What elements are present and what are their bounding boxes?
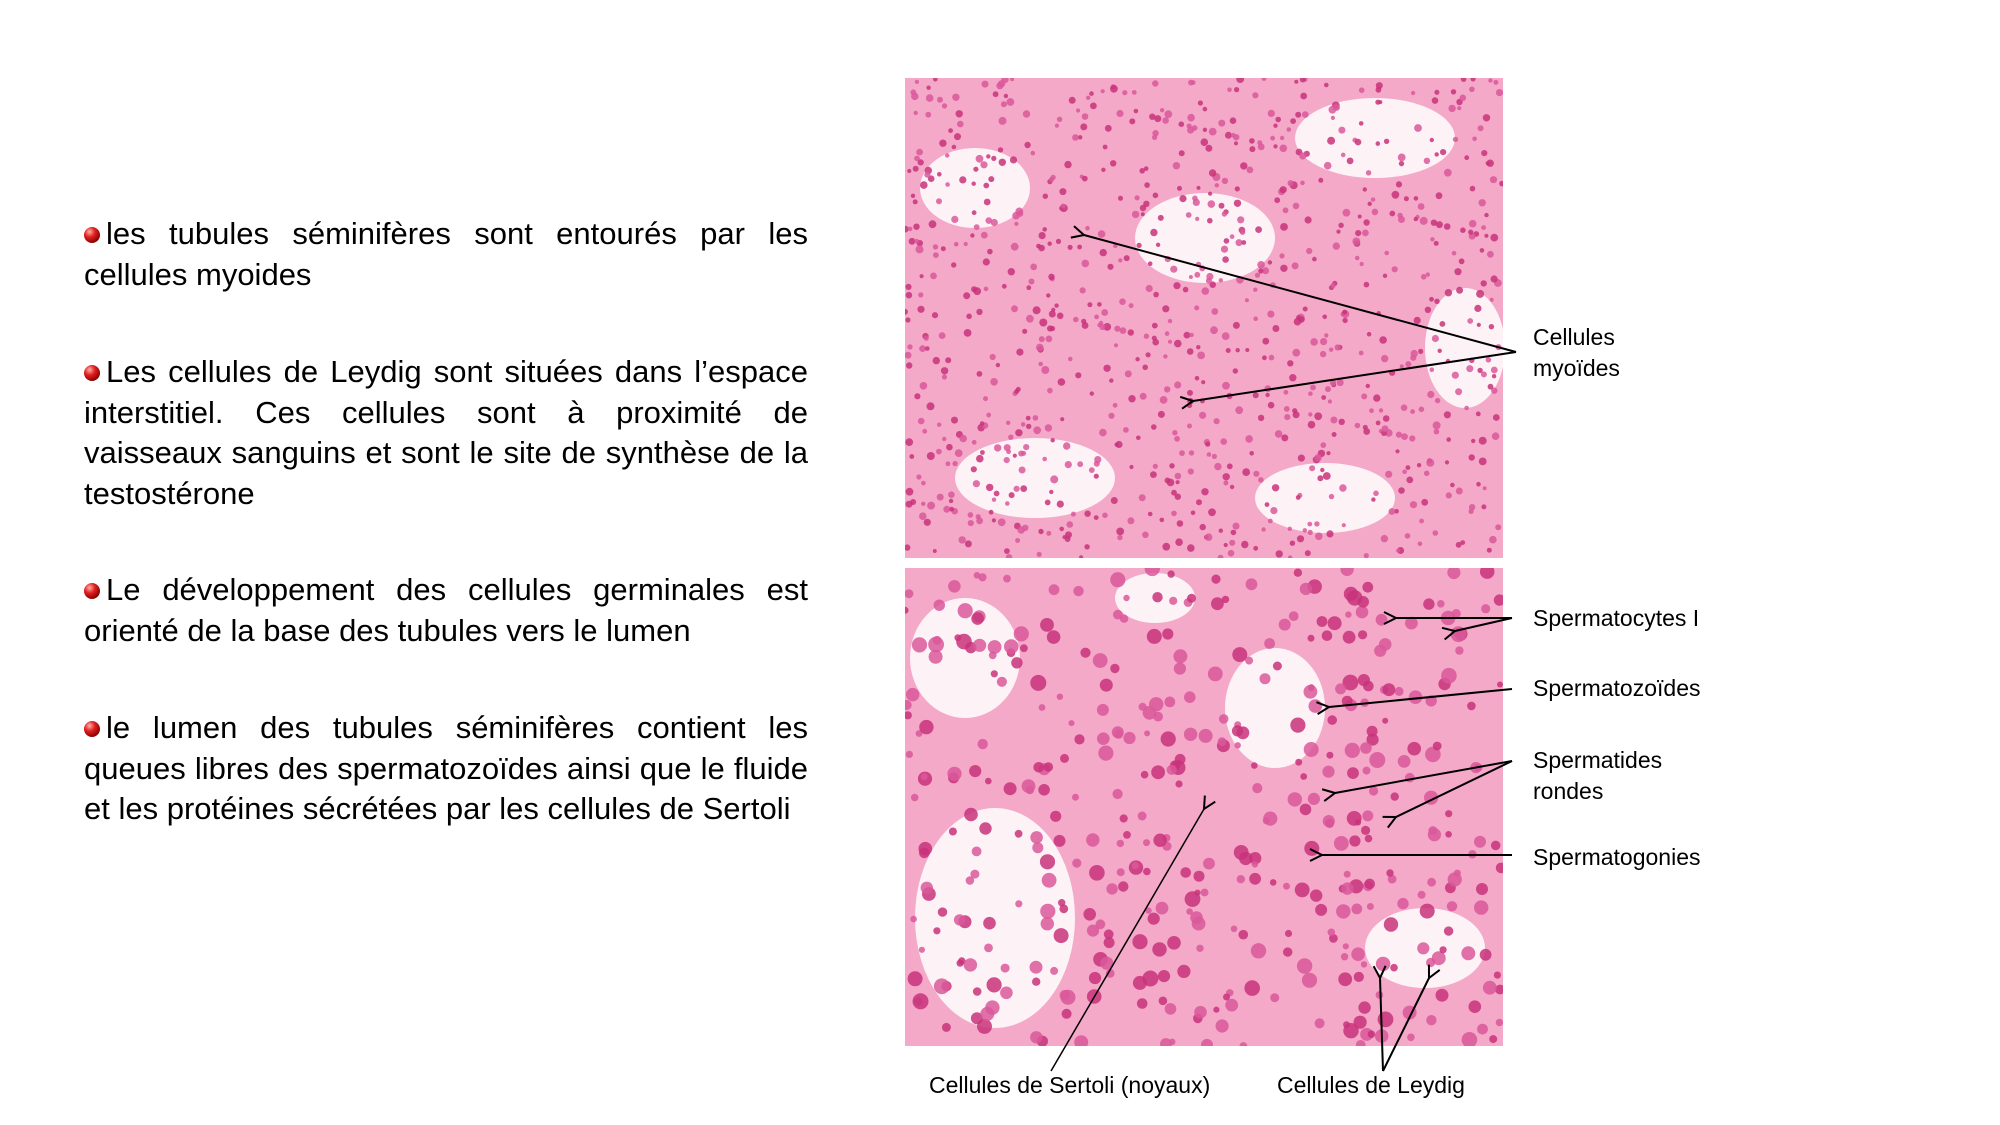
label-leydig: Cellules de Leydig xyxy=(1277,1072,1465,1098)
arrow-spermatides-1 xyxy=(1335,761,1512,793)
arrow-myoides-2 xyxy=(1193,352,1516,401)
paragraph-text: le lumen des tubules séminifères contient les queues libres des spermatozoïdes ainsi que le fluide et les protéines sécrétées par les cellules de Sertoli xyxy=(84,710,808,826)
label-line: Cellules xyxy=(1533,324,1615,350)
arrow-leydig-2 xyxy=(1383,978,1429,1071)
label-spermatogonies: Spermatogonies xyxy=(1533,844,1701,870)
label-cellules-myoides xyxy=(1533,322,1620,384)
paragraph-text: Les cellules de Leydig sont situées dans l’espace interstitiel. Ces cellules sont à proximité de vaisseaux sanguins et sont le site de synthèse de la testostérone xyxy=(84,354,808,511)
label-spermatozoides: Spermatozoïdes xyxy=(1533,675,1701,701)
arrow-spermatocytes-2 xyxy=(1455,618,1512,631)
label-line: rondes xyxy=(1533,778,1604,804)
paragraph-text: Le développement des cellules germinales est orienté de la base des tubules vers le lumen xyxy=(84,572,808,648)
arrow-spermatozoides xyxy=(1329,689,1512,707)
paragraph-text: les tubules séminifères sont entourés par les cellules myoides xyxy=(84,216,808,292)
arrow-leydig-1 xyxy=(1380,978,1383,1071)
arrow-myoides-1 xyxy=(1084,235,1516,352)
label-sertoli: Cellules de Sertoli (noyaux) xyxy=(929,1072,1211,1098)
arrow-sertoli xyxy=(1051,809,1204,1071)
label-spermatocytes: Spermatocytes I xyxy=(1533,605,1700,631)
label-line: myoïdes xyxy=(1533,355,1620,381)
label-spermatides-rondes xyxy=(1533,745,1662,807)
label-line: Spermatides xyxy=(1533,747,1663,773)
arrow-spermatides-2 xyxy=(1396,761,1512,817)
